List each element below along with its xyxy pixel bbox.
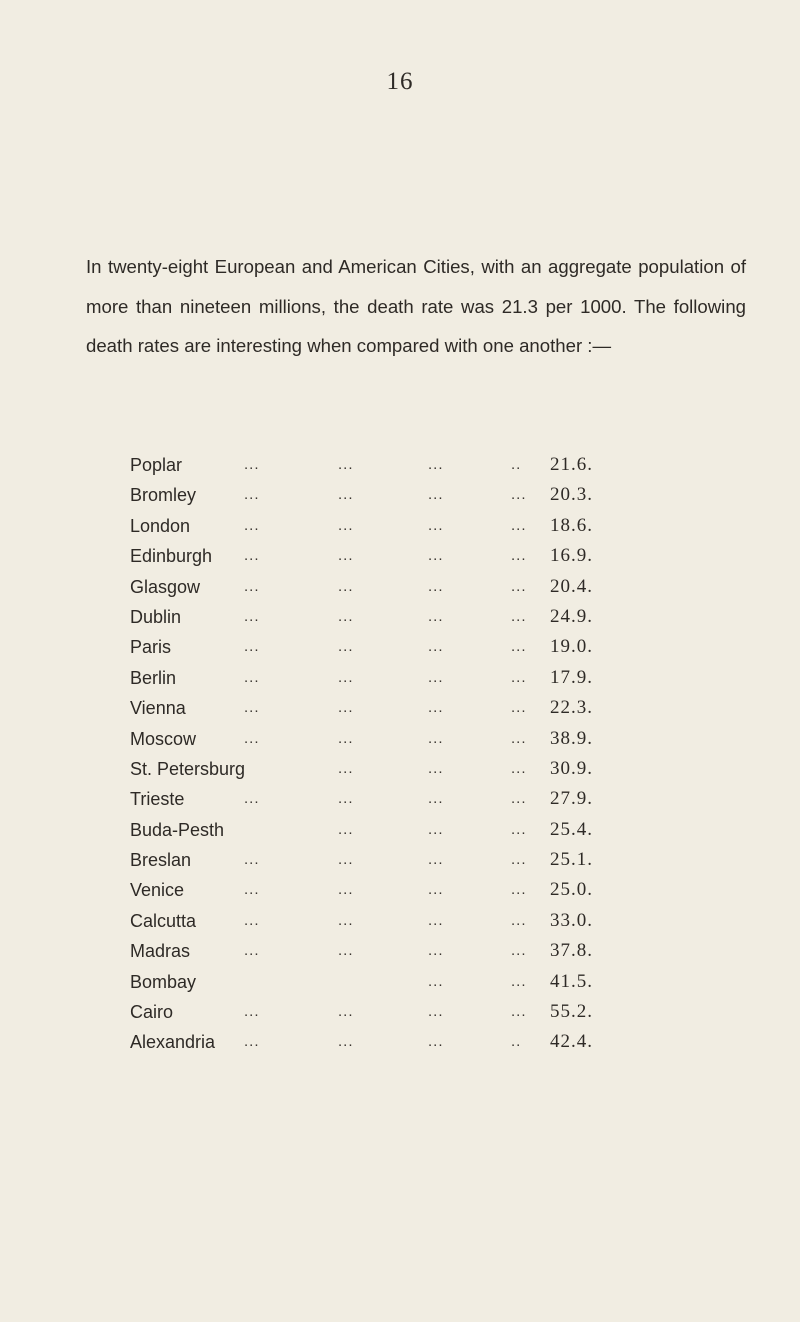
city-name: Glasgow (130, 576, 201, 597)
dot-leader: ... (338, 638, 354, 656)
dot-leader: ... (244, 942, 260, 960)
dot-leader: ... (338, 911, 354, 929)
table-row (130, 1027, 690, 1057)
dot-leader: ... (338, 942, 354, 960)
dot-leader: ... (511, 881, 527, 899)
death-rate-value: 25.0. (550, 879, 593, 901)
intro-paragraph: In twenty-eight European and American Cities, with an aggregate population of more than nineteen millions, the death rate was 21.3 per 1000. The following death rates are interesting when compared with one another :— (86, 256, 746, 356)
dot-leader: ... (244, 699, 260, 717)
dot-leader: ... (244, 1033, 260, 1051)
dot-leader: ... (244, 456, 260, 473)
dot-leader: ... (511, 547, 527, 565)
dot-leader: ... (338, 820, 354, 838)
dot-leader: ... (511, 820, 527, 838)
city-name: Berlin (130, 667, 177, 688)
table-row (130, 875, 690, 905)
death-rate-value: 19.0. (550, 636, 593, 658)
city-name: Moscow (130, 728, 197, 749)
dot-leader: ... (338, 607, 354, 625)
death-rate-value: 41.5. (550, 970, 593, 992)
death-rate-value: 18.6. (550, 514, 593, 536)
dot-leader: ... (428, 881, 444, 899)
dot-leader: ... (511, 699, 527, 717)
city-name: Cairo (130, 1002, 174, 1023)
death-rate-value: 33.0. (550, 909, 593, 931)
dot-leader: ... (338, 699, 354, 717)
city-name: Trieste (130, 789, 185, 810)
table-row (130, 480, 690, 510)
dot-leader: ... (338, 516, 354, 534)
death-rate-value: 20.4. (550, 575, 593, 597)
city-name: Buda-Pesth (130, 819, 225, 840)
table-row (130, 754, 690, 784)
dot-leader: ... (428, 486, 444, 504)
dot-leader: ... (428, 668, 444, 686)
city-name: Calcutta (130, 910, 197, 931)
city-name: Vienna (130, 698, 186, 719)
city-name: Edinburgh (130, 546, 213, 567)
city-name: Bombay (130, 971, 197, 992)
dot-leader: ... (511, 1003, 527, 1021)
dot-leader: ... (511, 972, 527, 990)
table-row (130, 906, 690, 936)
dot-leader: ... (428, 1033, 444, 1051)
dot-leader: ... (428, 1003, 444, 1021)
dot-leader: ... (511, 638, 527, 656)
dot-leader: ... (338, 486, 354, 504)
dot-leader: ... (511, 911, 527, 929)
dot-leader: ... (428, 972, 444, 990)
dot-leader: ... (428, 759, 444, 777)
dot-leader: ... (511, 759, 527, 777)
dot-leader: ... (428, 911, 444, 929)
death-rate-value: 55.2. (550, 1001, 593, 1023)
table-row (130, 511, 690, 541)
death-rate-value: 27.9. (550, 788, 593, 810)
table-row (130, 815, 690, 845)
table-row (130, 936, 690, 966)
death-rate-value: 25.1. (550, 849, 593, 871)
dot-leader: ... (338, 547, 354, 565)
dot-leader: ... (511, 790, 527, 808)
dot-leader: ... (244, 881, 260, 899)
dot-leader: ... (244, 607, 260, 625)
dot-leader: ... (244, 790, 260, 808)
table-row (130, 572, 690, 602)
dot-leader: .. (511, 1033, 522, 1051)
dot-leader: ... (428, 577, 444, 595)
city-name: Poplar (130, 455, 183, 475)
page-number: 16 (386, 68, 414, 95)
death-rate-value: 20.3. (550, 484, 593, 506)
table-row (130, 602, 690, 632)
death-rate-value: 38.9. (550, 727, 593, 749)
table-row (130, 450, 690, 480)
dot-leader: ... (511, 607, 527, 625)
table-row (130, 693, 690, 723)
dot-leader: ... (511, 577, 527, 595)
dot-leader: ... (244, 577, 260, 595)
dot-leader: ... (511, 668, 527, 686)
dot-leader: ... (244, 547, 260, 565)
dot-leader: ... (338, 1033, 354, 1051)
dot-leader: ... (511, 516, 527, 534)
table-row (130, 724, 690, 754)
dot-leader: ... (428, 516, 444, 534)
dot-leader: .. (511, 456, 522, 473)
death-rate-value: 25.4. (550, 818, 593, 840)
dot-leader: ... (428, 942, 444, 960)
dot-leader: ... (428, 790, 444, 808)
dot-leader: ... (338, 881, 354, 899)
dot-leader: ... (338, 456, 354, 473)
death-rate-value: 22.3. (550, 697, 593, 719)
city-name: Paris (130, 637, 172, 658)
dot-leader: ... (338, 759, 354, 777)
city-name: Alexandria (130, 1032, 216, 1053)
death-rate-value: 37.8. (550, 940, 593, 962)
table-row (130, 663, 690, 693)
city-name: Bromley (130, 485, 197, 506)
dot-leader: ... (338, 851, 354, 869)
dot-leader: ... (428, 607, 444, 625)
death-rates-table (130, 450, 690, 1058)
dot-leader: ... (338, 729, 354, 747)
dot-leader: ... (244, 486, 260, 504)
dot-leader: ... (428, 851, 444, 869)
dot-leader: ... (338, 577, 354, 595)
city-name: Madras (130, 941, 191, 962)
death-rate-value: 42.4. (550, 1031, 593, 1053)
death-rate-value: 17.9. (550, 666, 593, 688)
dot-leader: ... (244, 638, 260, 656)
table-row (130, 967, 690, 997)
death-rate-value: 24.9. (550, 605, 593, 627)
table-row (130, 997, 690, 1027)
dot-leader: ... (428, 699, 444, 717)
dot-leader: ... (511, 851, 527, 869)
dot-leader: ... (244, 1003, 260, 1021)
dot-leader: ... (428, 456, 444, 473)
dot-leader: ... (511, 942, 527, 960)
city-name: Dublin (130, 606, 182, 627)
city-name: Breslan (130, 850, 192, 871)
death-rate-value: 21.6. (550, 454, 593, 475)
death-rate-value: 16.9. (550, 545, 593, 567)
table-row (130, 541, 690, 571)
dot-leader: ... (338, 668, 354, 686)
dot-leader: ... (428, 547, 444, 565)
dot-leader: ... (338, 790, 354, 808)
dot-leader: ... (244, 516, 260, 534)
city-name: Venice (130, 880, 185, 901)
table-row (130, 784, 690, 814)
dot-leader: ... (244, 668, 260, 686)
death-rate-value: 30.9. (550, 757, 593, 779)
city-name: St. Petersburg (130, 758, 246, 779)
dot-leader: ... (428, 820, 444, 838)
dot-leader: ... (338, 1003, 354, 1021)
dot-leader: ... (244, 851, 260, 869)
dot-leader: ... (428, 729, 444, 747)
dot-leader: ... (244, 729, 260, 747)
table-row (130, 845, 690, 875)
dot-leader: ... (428, 638, 444, 656)
dot-leader: ... (244, 911, 260, 929)
city-name: London (130, 515, 191, 536)
table-row (130, 632, 690, 662)
dot-leader: ... (511, 729, 527, 747)
dot-leader: ... (511, 486, 527, 504)
